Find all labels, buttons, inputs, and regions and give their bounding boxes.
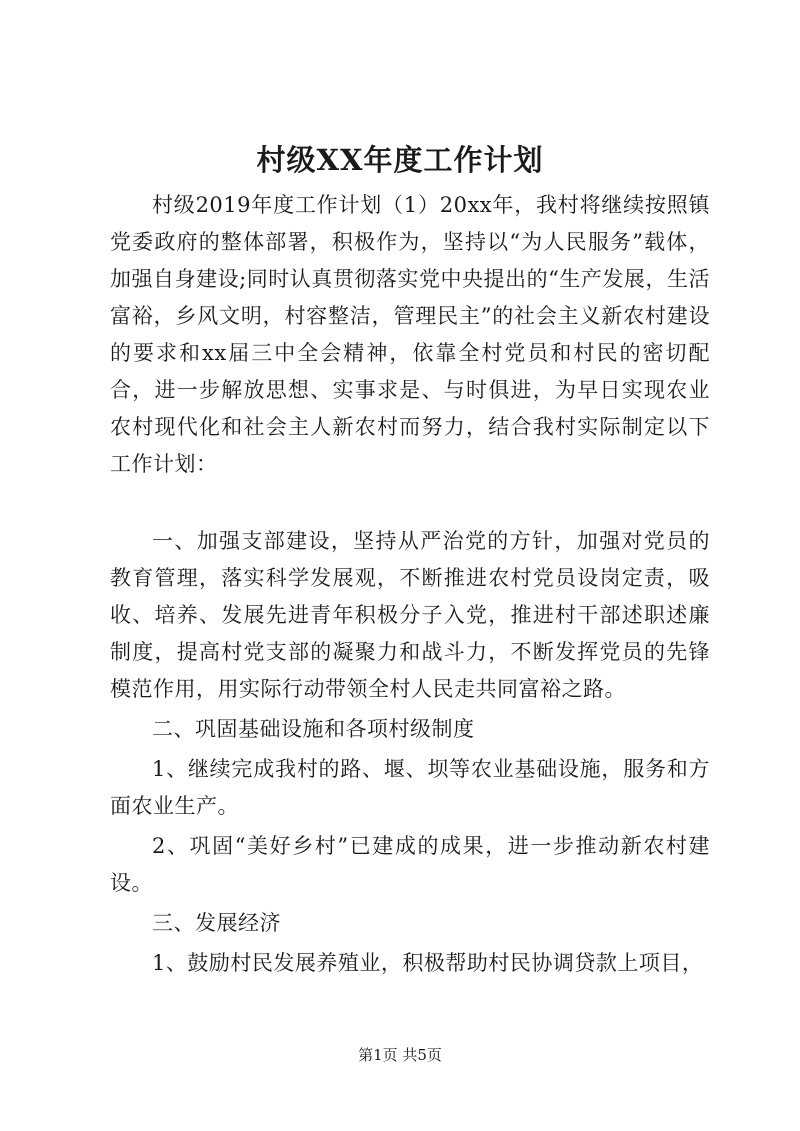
paragraph-intro: 村级2019年度工作计划（1）20xx年，我村将继续按照镇党委政府的整体部署，积极作为，坚持以“为人民服务”载体，加强自身建设;同时认真贯彻落实党中央提出的“生产发展，生活富裕，乡风文明，村容整洁，管理民主”的社会主义新农村建设的要求和xx届三中全会精神，依靠全村党员和村民的密切配合，进一步解放思想、实事求是、与时俱进，为早日实现农业农村现代化和社会主人新农村而努力，结合我村实际制定以下工作计划： [110, 193, 710, 476]
paragraph-item-2-2: 2、巩固“美好乡村”已建成的成果，进一步推动新农村建设。 [110, 834, 710, 895]
paragraph-section-1: 一、加强支部建设，坚持从严治党的方针，加强对党员的教育管理，落实科学发展观，不断推进农村党员设岗定责，吸收、培养、发展先进青年积极分子入党，推进村干部述职述廉制度，提高村党支部的凝聚力和战斗力，不断发挥党员的先锋模范作用，用实际行动带领全村人民走共同富裕之路。 [110, 529, 710, 701]
heading-section-2: 二、巩固基础设施和各项村级制度 [152, 717, 475, 741]
document-title: 村级XX年度工作计划 [256, 143, 544, 177]
paragraph-item-2-1: 1、继续完成我村的路、堰、坝等农业基础设施，服务和方面农业生产。 [110, 757, 710, 818]
heading-section-3: 三、发展经济 [152, 911, 281, 935]
paragraph-item-3-1: 1、鼓励村民发展养殖业，积极帮助村民协调贷款上项目， [152, 951, 704, 975]
page-number-footer: 第1页 共5页 [358, 1046, 442, 1064]
document-body [110, 187, 710, 982]
